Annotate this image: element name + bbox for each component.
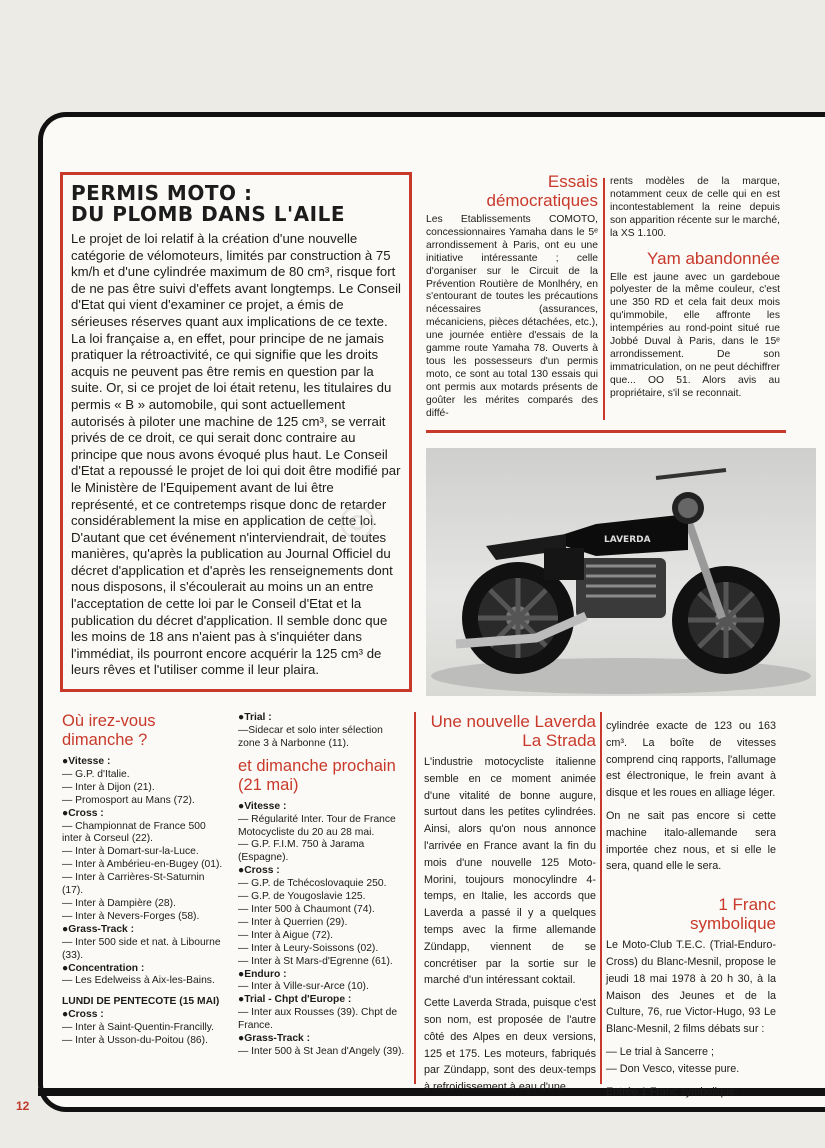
event-item: — Inter 500 à Chaumont (74). xyxy=(238,903,375,915)
event-item: — Inter à Nevers-Forges (58). xyxy=(62,910,200,922)
event-item: — Inter à Leury-Soissons (02). xyxy=(238,942,379,954)
intro-title xyxy=(71,183,401,225)
category-heading: ● Vitesse : xyxy=(62,756,227,769)
event-item: — G.P. de Yougoslavie 125. xyxy=(238,891,366,903)
laverda-p2: Cette Laverda Strada, puisque c'est son nom, est proposée de l'autre côté des Alpes en deux versions, 125 et 175. Les moteurs, fabriqués par Zündapp, sont des deux-temps à refroidissement à eau d'une xyxy=(424,997,596,1094)
ou-irez-title-line1: Où irez-vous xyxy=(62,712,156,730)
ou-irez-title xyxy=(62,712,227,750)
watermark-logo xyxy=(338,494,377,545)
event-item: — Inter à Domart-sur-la-Luce. xyxy=(62,846,199,858)
tank-label: LAVERDA xyxy=(604,535,651,545)
ou-irez-title-line2: dimanche ? xyxy=(62,731,148,749)
yam-body: Elle est jaune avec un gardeboue polyester de la même couleur, c'est une 350 RD et cela fait deux mois qu'immobile, elle affronte les intempéries au rond-point situé rue Jobbé Duval à Paris, dans le 15ᵉ arrondissement. De son immatriculation, on ne peut déchiffrer que... OO 51. Alors avis au propriétaire, s'il se reconnait. xyxy=(610,271,780,399)
event-item: — Inter à St Mars-d'Egrenne (61). xyxy=(238,955,393,967)
laverda-column xyxy=(424,712,596,1102)
event-item: — Inter à Dampière (28). xyxy=(62,897,176,909)
motorcycle-illustration xyxy=(426,448,816,696)
laverda-title xyxy=(424,712,596,750)
essais-title xyxy=(426,172,598,210)
essais-title-line2: démocratiques xyxy=(486,191,598,210)
laverda-title-line1: Une nouvelle Laverda xyxy=(430,712,596,731)
category-heading: ● Enduro : xyxy=(238,969,406,982)
column-rule-right xyxy=(600,712,602,1084)
event-item: —Sidecar et solo inter sélection zone 3 à Narbonne (11). xyxy=(238,724,383,749)
middle-list-column xyxy=(238,712,406,1059)
intro-article-box xyxy=(60,172,412,692)
event-item: — Inter aux Rousses (39). Chpt de France. xyxy=(238,1007,398,1032)
event-item: — Inter à Ville-sur-Arce (10). xyxy=(238,981,369,993)
category-heading: ● Vitesse : xyxy=(238,801,406,814)
franc-title-line1: 1 Franc xyxy=(718,895,776,915)
laverda-p1: L'industrie motocycliste italienne semble en ce moment animée d'une vitalité de bonne augure, surtout dans les petites cylindrées. Ainsi, alors qu'on nous annonce l'arrivée en France avant la fin du mois d'une nouvelle 125 Moto-Morini, toujours monocylindre 4-temps, en Italie, les accords que Laverda a passé il y a quelques temps avec la firme allemande Zündapp, viennent de se concrétiser par la sortie sur le marché d'un intéressant coktail. xyxy=(424,756,596,987)
category-heading: ● Trial - Chpt d'Europe : xyxy=(238,994,406,1007)
trial-list xyxy=(238,712,406,751)
essais-title-line1: Essais xyxy=(547,172,598,191)
ou-irez-list xyxy=(62,756,227,988)
event-item: — G.P. F.I.M. 750 à Jarama (Espagne). xyxy=(238,839,365,864)
column-rule-bottom xyxy=(414,712,416,1084)
dimanche-prochain-title xyxy=(238,757,406,795)
intro-title-line2: DU PLOMB DANS L'AILE xyxy=(71,202,345,226)
page-number: 12 xyxy=(16,1099,30,1113)
essais-continued-body: rents modèles de la marque, notamment ceux de celle qui en est incontestablement la reine depuis son apparition récente sur le marché, la XS 1.100. xyxy=(610,176,780,239)
laverda-continued-p1: cylindrée exacte de 123 ou 163 cm³. La boîte de vitesses comprend cinq rapports, l'allumage est électronique, le frein avant à disque et les roues en alliage léger. xyxy=(606,720,776,800)
ou-irez-column xyxy=(62,712,227,1048)
event-item: — Inter à Carrières-St-Saturnin (17). xyxy=(62,872,205,897)
category-heading: ● Cross : xyxy=(62,1009,227,1022)
event-item: — Inter à Saint-Quentin-Francilly. xyxy=(62,1022,215,1034)
event-item: — G.P. de Tchécoslovaquie 250. xyxy=(238,878,387,890)
category-heading: ● Cross : xyxy=(238,865,406,878)
dimanche-prochain-title-line2: (21 mai) xyxy=(238,775,299,794)
pentecote-heading: LUNDI DE PENTECOTE (15 MAI) xyxy=(62,996,220,1008)
event-item: — Inter à Aigue (72). xyxy=(238,929,334,941)
event-item: — G.P. d'Italie. xyxy=(62,768,130,780)
intro-title-line1: PERMIS MOTO : xyxy=(71,181,253,205)
category-heading: ● Grass-Track : xyxy=(62,924,227,937)
intro-body: Le projet de loi relatif à la création d'une nouvelle catégorie de vélomoteurs, limités par construction à 75 km/h et d'une cylindrée maximum de 80 cm³, risque fort de ne pas être suivi d'effets avant longtemps. Le Conseil d'Etat qui vient d'examiner ce projet, a émis de sérieuses réserves quant aux implications de ce texte. La loi française a, en effet, pour principe de ne jamais pratiquer la rétroactivité, ce qui signifie que les droits acquis ne peuvent pas être remis en question par la suite. Or, si ce projet de loi était retenu, les titulaires du permis « B » automobile, qui sont actuellement autorisés à piloter une machine de 125 cm³, se verrait privés de ce droit, ce qui serait donc contraire au principe que nous avons évoqué plus haut. Le Conseil d'Etat a repoussé le projet de loi qui doit être modifié par le Ministère de l'Equipement avant de lui être représenté, et ce contretemps risque donc de retarder considérablement la mise en application de cette loi. D'autant que cet événement n'interviendrait, de toutes manières, qu'après la publication au Journal Officiel du décret d'application et d'après les renseignements dont nous disposons, il s'écoulerait au moins un an entre l'acceptation de cette loi par le Conseil d'Etat et la publication du décret d'application. Il semble donc que les moins de 18 ans n'aient pas à s'inquiéter dans l'immédiat, ils pourront encore acquérir la 125 cm³ de leurs rêves et l'utiliser comme il leur plaira. xyxy=(71,231,401,678)
motorcycle-photo xyxy=(426,448,816,696)
franc-title xyxy=(606,895,776,933)
category-heading: ● Concentration : xyxy=(62,963,227,976)
event-item: — Inter à Usson-du-Poitou (86). xyxy=(62,1035,208,1047)
pentecote-list xyxy=(62,1009,227,1048)
dimanche-prochain-list xyxy=(238,801,406,1059)
dimanche-prochain-title-line1: et dimanche prochain xyxy=(238,756,396,775)
franc-title-line2: symbolique xyxy=(690,914,776,934)
event-item: — Inter à Ambérieu-en-Bugey (01). xyxy=(62,859,223,871)
event-item: — Inter à Querrien (29). xyxy=(238,916,348,928)
category-heading: ● Grass-Track : xyxy=(238,1033,406,1046)
section-rule xyxy=(426,430,786,433)
franc-p1: Le Moto-Club T.E.C. (Trial-Enduro-Cross) du Blanc-Mesnil, propose le jeudi 18 mai 1978 à 20 h 30, à la Maison des Jeunes et de la Culture, 76, rue Victor-Hugo, 93 Le Blanc-Mesnil, 2 films débats sur : xyxy=(606,939,776,1036)
event-item: — Inter 500 à St Jean d'Angely (39). xyxy=(238,1045,405,1057)
essais-continued-column xyxy=(610,176,780,407)
yam-title: Yam abandonnée xyxy=(647,248,780,268)
event-item: — Promosport au Mans (72). xyxy=(62,794,195,806)
category-heading: ● Trial : xyxy=(238,712,406,725)
laverda-continued-column xyxy=(606,718,776,1106)
event-item: — Inter 500 side et nat. à Libourne (33). xyxy=(62,936,221,961)
franc-line2: — Don Vesco, vitesse pure. xyxy=(606,1062,740,1075)
column-rule xyxy=(603,178,605,420)
laverda-continued-p2: On ne sait pas encore si cette machine italo-allemande sera importée chez nous, et si elle le sera, quand elle le sera. xyxy=(606,809,776,873)
event-item: — Championnat de France 500 inter à Corseul (22). xyxy=(62,820,206,845)
essais-body: Les Etablissements COMOTO, concessionnaires Yamaha dans le 5ᵉ arrondissement à Paris, ont eu une initiative intéressante ; celle d'organiser sur le Circuit de la Prévention Routière de Monlhéry, en s'entourant de toutes les précautions nécessaires (assurances, mécaniciens, pièces détachées, etc.), une journée entière d'essais de la gamme route Yamaha 78. Ouverts à tous les possesseurs d'un permis moto, ce sont au total 130 essais qui ont permis aux motards présents de goûter les mérites comparés des diffé- xyxy=(426,214,598,419)
franc-p2: Entrée 1 Franc symbolique. xyxy=(606,1085,739,1098)
event-item: — Les Edelweiss à Aix-les-Bains. xyxy=(62,975,215,987)
event-item: — Inter à Dijon (21). xyxy=(62,781,155,793)
category-heading: ● Cross : xyxy=(62,808,227,821)
laverda-title-line2: La Strada xyxy=(522,731,596,750)
watermark-glyph: ◎ xyxy=(338,494,377,545)
event-item: — Régularité Inter. Tour de France Motocycliste du 20 au 28 mai. xyxy=(238,813,396,838)
franc-line1: — Le trial à Sancerre ; xyxy=(606,1045,715,1058)
essais-column xyxy=(426,172,598,427)
